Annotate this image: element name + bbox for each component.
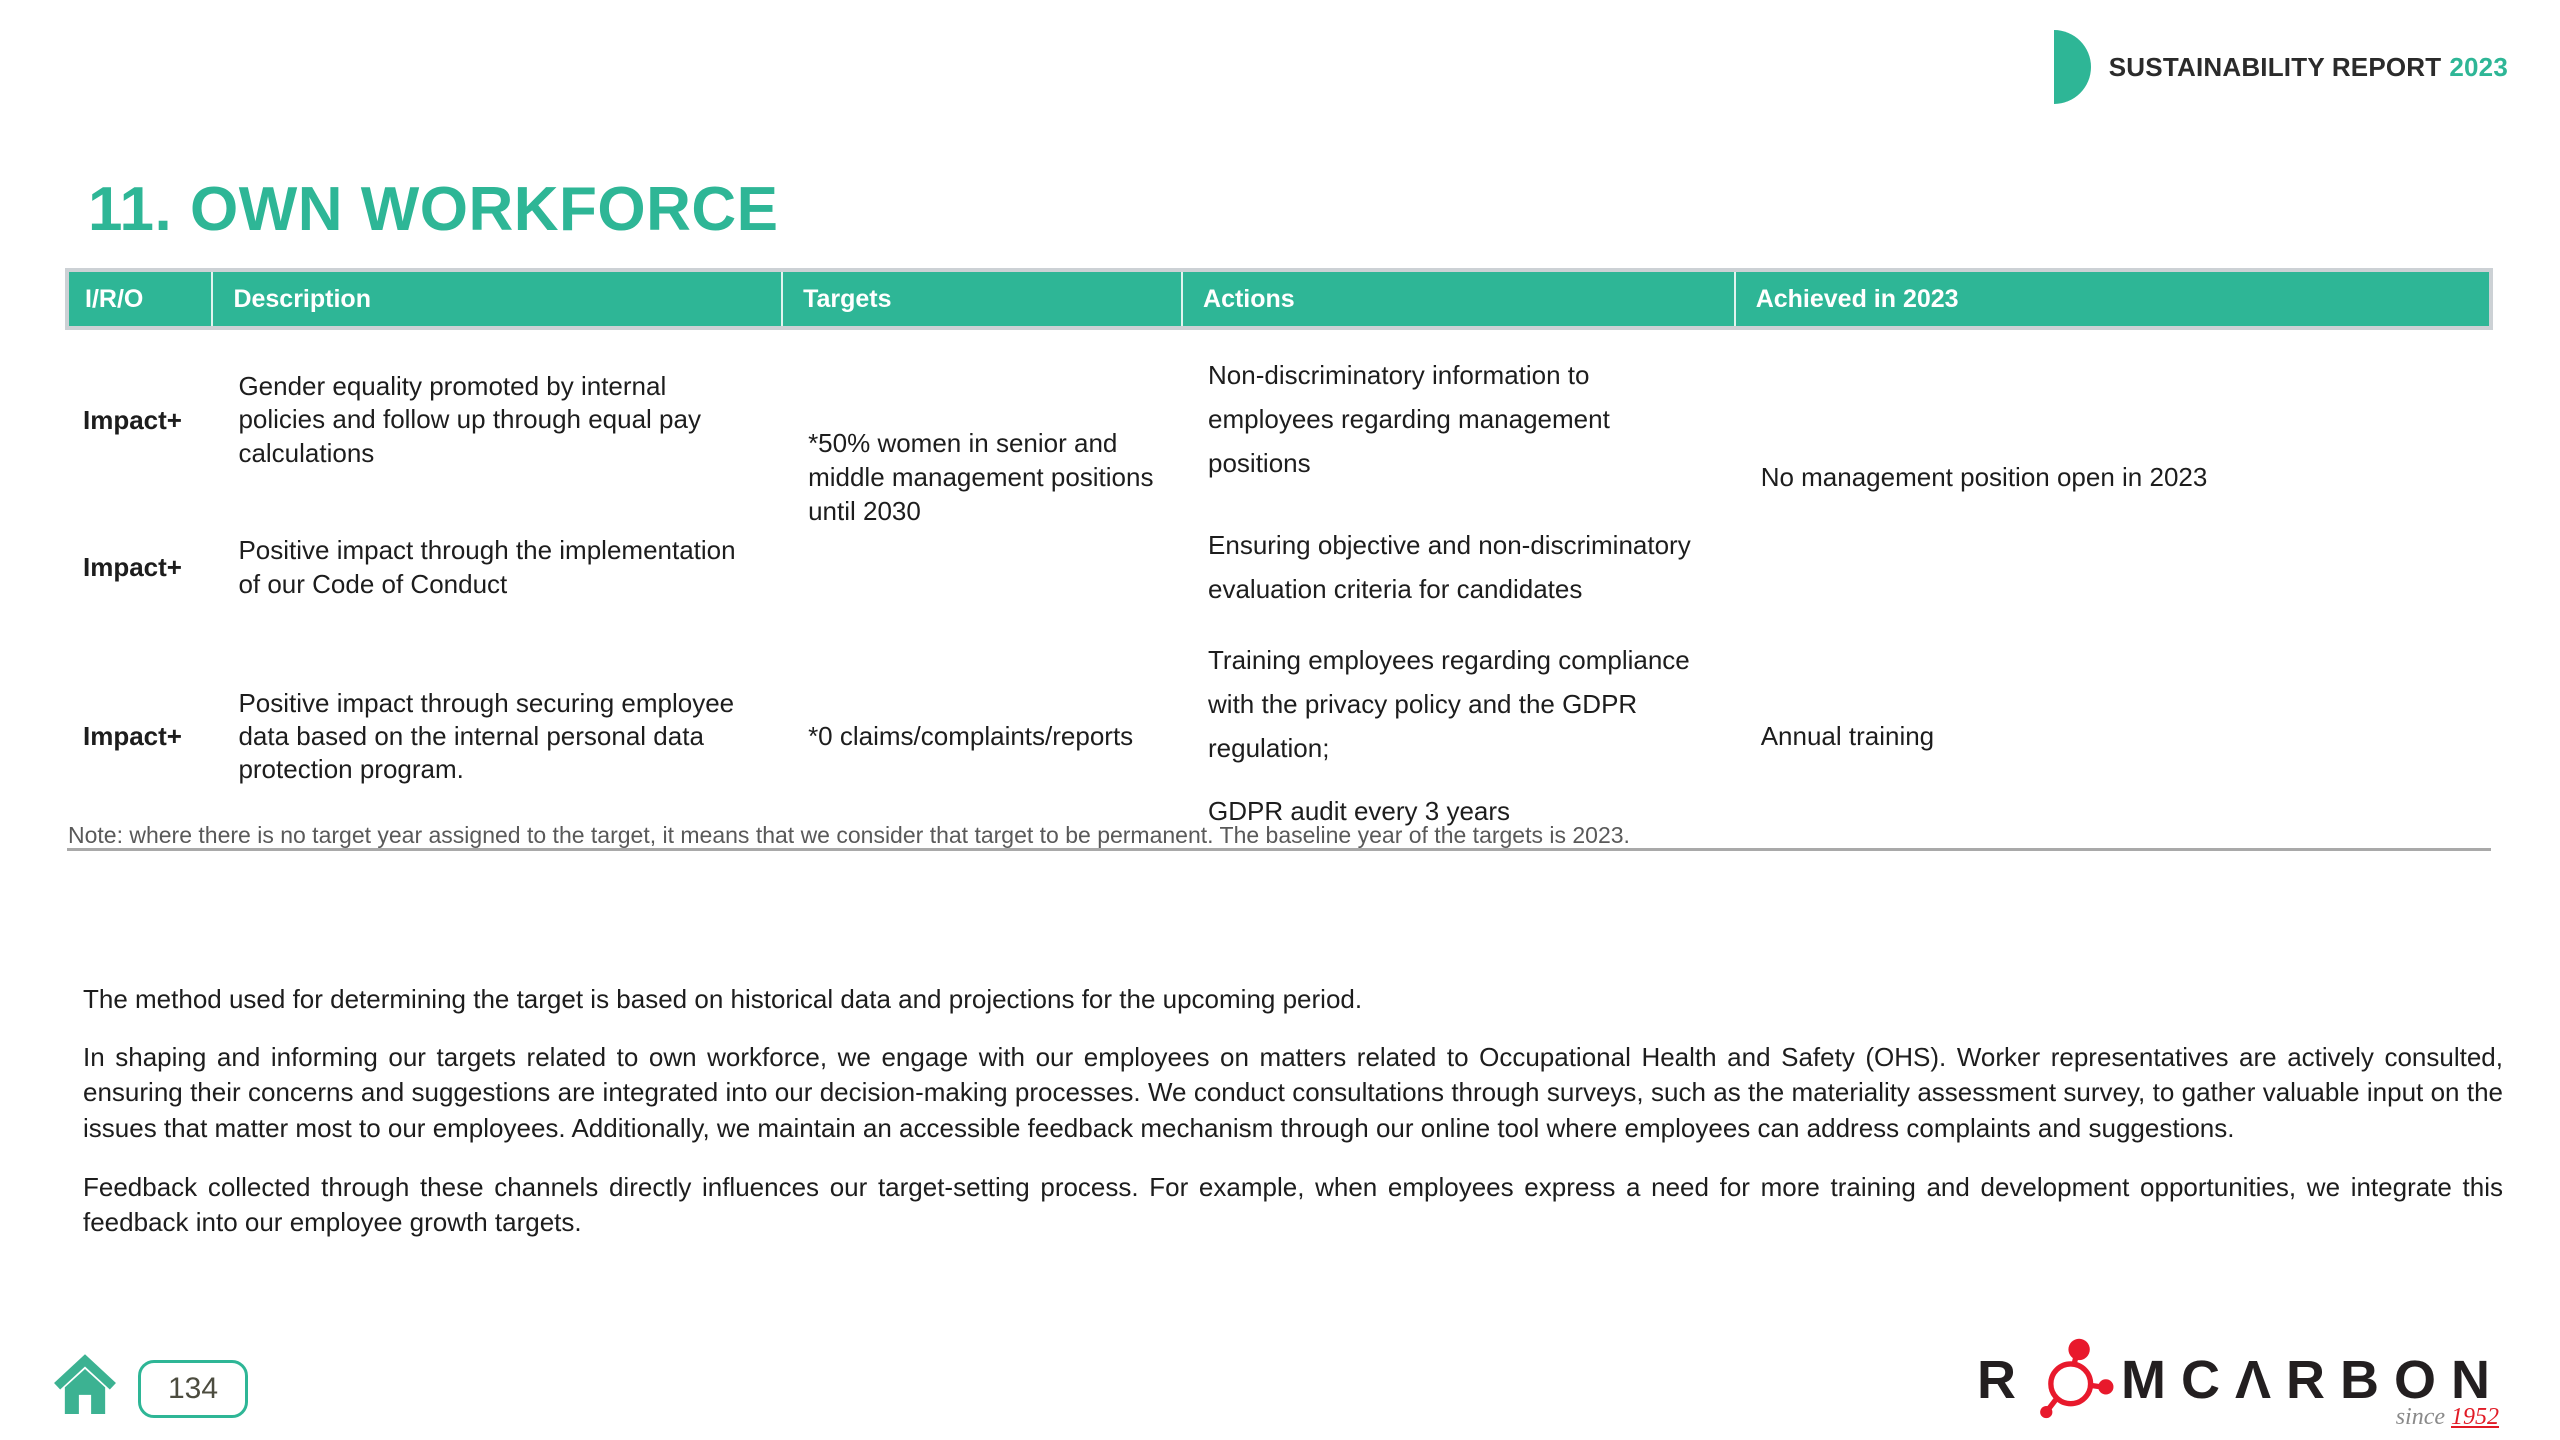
report-brand (2054, 30, 2508, 104)
table-note: Note: where there is no target year assigned to the target, it means that we consider that target to be permanent. The baseline year of the targets is 2023. (68, 822, 1630, 848)
page-title: 11. OWN WORKFORCE (88, 174, 779, 244)
logo-letter-r: R (1977, 1350, 2031, 1410)
table-row (67, 625, 2491, 849)
column-header-targets: Targets (782, 270, 1182, 328)
report-brand-year: 2023 (2449, 51, 2508, 82)
logo-letters-rest: MCΛRBON (2121, 1350, 2505, 1410)
body-paragraph: The method used for determining the target is based on historical data and projections for the upcoming period. (83, 984, 1363, 1014)
romcarbon-logo (1977, 1338, 2505, 1430)
workforce-targets-table-wrap (65, 268, 2493, 851)
action-cell (1182, 625, 1735, 849)
description-cell: Positive impact through the implementation of our Code of Conduct (212, 510, 782, 625)
half-circle-icon (2054, 30, 2091, 104)
achieved-cell: No management position open in 2023 (1735, 328, 2491, 625)
description-cell: Positive impact through securing employee data based on the internal personal data protection program. (212, 625, 782, 849)
column-header-description: Description (212, 270, 782, 328)
workforce-targets-table (65, 268, 2493, 851)
since-word: since (2395, 1404, 2445, 1430)
logo-since (2396, 1404, 2499, 1431)
achieved-cell: Annual training (1735, 625, 2491, 849)
since-year: 1952 (2451, 1404, 2499, 1430)
target-cell: *0 claims/complaints/reports (782, 625, 1182, 849)
column-header-achieved: Achieved in 2023 (1735, 270, 2491, 328)
action-paragraph: GDPR audit every 3 years (1208, 796, 1511, 827)
iro-cell: Impact+ (67, 510, 212, 625)
table-header-row (67, 270, 2491, 328)
action-cell: Ensuring objective and non-discriminatory evaluation criteria for candidates (1182, 510, 1735, 625)
iro-cell: Impact+ (67, 328, 212, 510)
action-paragraph: Training employees regarding compliance with the privacy policy and the GDPR regulation; (1208, 645, 1690, 763)
report-brand-text (2109, 52, 2508, 83)
action-cell: Non-discriminatory information to employees regarding management positions (1182, 328, 1735, 510)
column-header-actions: Actions (1182, 270, 1735, 328)
target-cell: *50% women in senior and middle management positions until 2030 (782, 328, 1182, 625)
body-paragraph: In shaping and informing our targets related to own workforce, we engage with our employees on matters related to Occupational Health and Safety (OHS). Worker representatives are actively consulted, ensuring their concerns and suggestions are integrated into our decision-making processes. We conduct consultations through surveys, such as the materiality assessment survey, to gather valuable input on the issues that matter most to our employees. Additionally, we maintain an accessible feedback mechanism through our online tool where employees can address complaints and suggestions. (83, 1042, 2503, 1143)
home-icon (49, 1347, 121, 1419)
column-header-iro: I/R/O (67, 270, 212, 328)
page-number-badge (138, 1360, 248, 1418)
iro-cell: Impact+ (67, 625, 212, 849)
body-paragraph: Feedback collected through these channels directly influences our target-setting process. For example, when employees express a need for more training and development opportunities, we integrate this feedback into our employee growth targets. (83, 1172, 2503, 1238)
page-number: 134 (167, 1372, 219, 1405)
home-button[interactable] (48, 1346, 122, 1420)
table-row (67, 328, 2491, 510)
molecule-icon (2031, 1338, 2117, 1422)
report-brand-title: SUSTAINABILITY REPORT (2108, 51, 2442, 82)
description-cell: Gender equality promoted by internal policies and follow up through equal pay calculations (212, 328, 782, 510)
